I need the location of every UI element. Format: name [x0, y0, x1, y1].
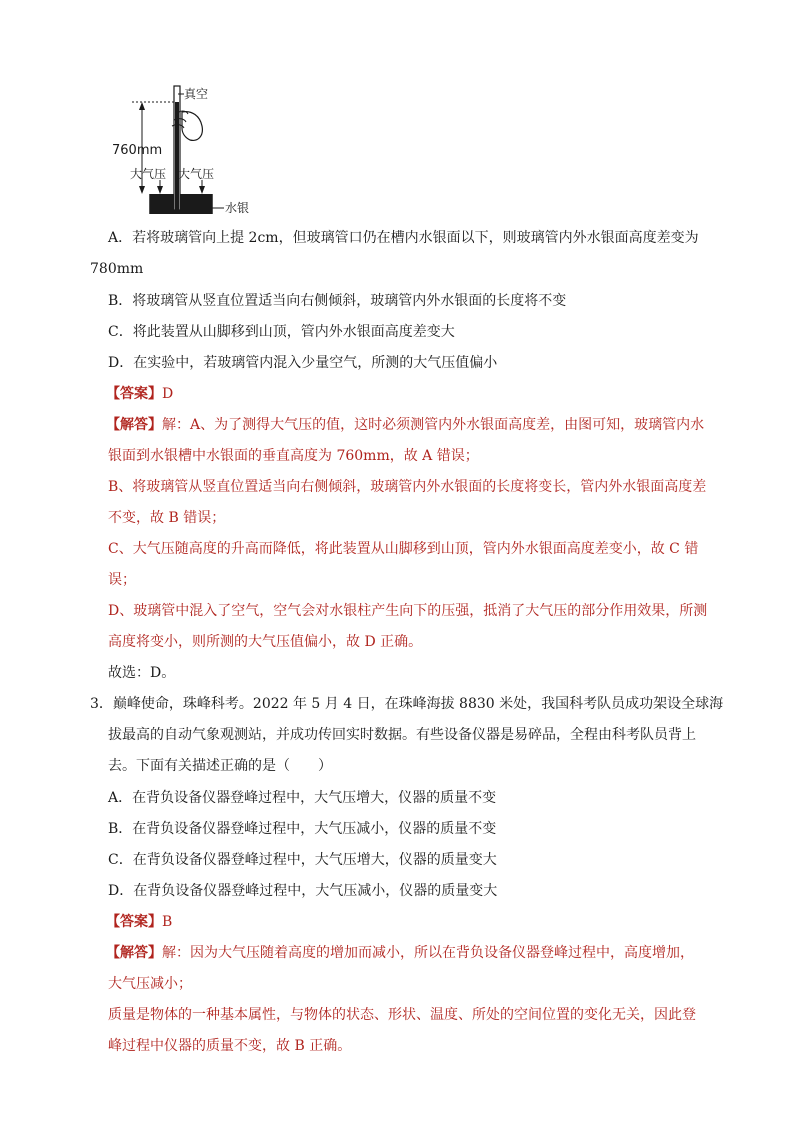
hand-sketch — [182, 112, 202, 141]
q3-explain-line: 峰过程中仪器的质量不变，故 B 正确。 — [108, 1038, 352, 1054]
q2-option-c: C．将此装置从山脚移到山顶，管内外水银面高度差变大 — [108, 324, 455, 340]
explain-tag: 【解答】 — [106, 417, 162, 433]
answer-tag: 【答案】 — [106, 914, 162, 930]
q2-option-a-cont: 780mm — [90, 261, 144, 277]
q3-option-b: B．在背负设备仪器登峰过程中，大气压减小，仪器的质量不变 — [108, 821, 497, 837]
q2-answer — [106, 384, 173, 404]
q2-explain-line: 不变，故 B 错误； — [108, 510, 226, 526]
answer-tag: 【答案】 — [106, 386, 162, 402]
q2-option-d: D．在实验中，若玻璃管内混入少量空气，所测的大气压值偏小 — [108, 355, 498, 371]
q2-explain-line: C、大气压随高度的升高而降低，将此装置从山脚移到山顶，管内外水银面高度差变小，故 C 错 — [108, 541, 699, 557]
q2-choose: 故选：D。 — [108, 665, 176, 681]
mercury-label: 水银 — [225, 201, 250, 215]
q3-option-d: D．在背负设备仪器登峰过程中，大气压减小，仪器的质量变大 — [108, 883, 498, 899]
mercury-trough — [150, 194, 212, 214]
arrow-down-icon — [157, 186, 163, 194]
q3-answer — [106, 912, 172, 932]
q3-stem: 拔最高的自动气象观测站，并成功传回实时数据。有些设备仪器是易碎品，全程由科考队员背上 — [108, 727, 696, 743]
q3-explain-line: 质量是物体的一种基本属性，与物体的状态、形状、温度、所处的空间位置的变化无关，因此登 — [108, 1007, 696, 1023]
q2-option-b: B．将玻璃管从竖直位置适当向右侧倾斜，玻璃管内外水银面的长度将不变 — [108, 293, 567, 309]
mercury-column — [175, 102, 179, 210]
q3-stem: 去。下面有关描述正确的是（ ） — [108, 758, 332, 774]
vacuum-label: 真空 — [184, 87, 209, 101]
arrow-down-icon — [199, 186, 205, 194]
q3-option-c: C．在背负设备仪器登峰过程中，大气压增大，仪器的质量变大 — [108, 852, 497, 868]
atm-right-label: 大气压 — [178, 167, 215, 181]
q3-option-a: A．在背负设备仪器登峰过程中，大气压增大，仪器的质量不变 — [108, 790, 497, 806]
answer-value: D — [162, 386, 174, 402]
q2-explain-line: B、将玻璃管从竖直位置适当向右侧倾斜，玻璃管内外水银面的长度将变长，管内外水银面高度差 — [108, 479, 707, 495]
q2-explain-line: 银面到水银槽中水银面的垂直高度为 760mm，故 A 错误； — [108, 448, 479, 464]
q3-explain-line: 【解答】解：因为大气压随着高度的增加而减小，所以在背负设备仪器登峰过程中，高度增加， — [106, 945, 694, 961]
torricelli-diagram — [106, 80, 306, 222]
torricelli-svg — [106, 80, 306, 222]
answer-value: B — [162, 914, 173, 930]
q2-option-a: A．若将玻璃管向上提 2cm，但玻璃管口仍在槽内水银面以下，则玻璃管内外水银面高度差变为 — [108, 230, 699, 246]
q2-explain-line: D、玻璃管中混入了空气，空气会对水银柱产生向下的压强，抵消了大气压的部分作用效果，所测 — [108, 603, 708, 619]
q2-explain-line: 【解答】解：A、为了测得大气压的值，这时必须测管内外水银面高度差，由图可知，玻璃管内水 — [106, 417, 705, 433]
explain-tag: 【解答】 — [106, 945, 162, 961]
q3-explain-line: 大气压减小； — [108, 976, 192, 992]
q3-stem: 3．巅峰使命，珠峰科考。2022 年 5 月 4 日，在珠峰海拔 8830 米处，我国科考队员成功架设全球海 — [90, 696, 724, 712]
q2-explain-line: 误； — [108, 572, 136, 588]
atm-left-label: 大气压 — [130, 167, 167, 181]
height-label: 760mm — [112, 143, 163, 158]
q2-explain-line: 高度将变小，则所测的大气压值偏小，故 D 正确。 — [108, 634, 423, 650]
